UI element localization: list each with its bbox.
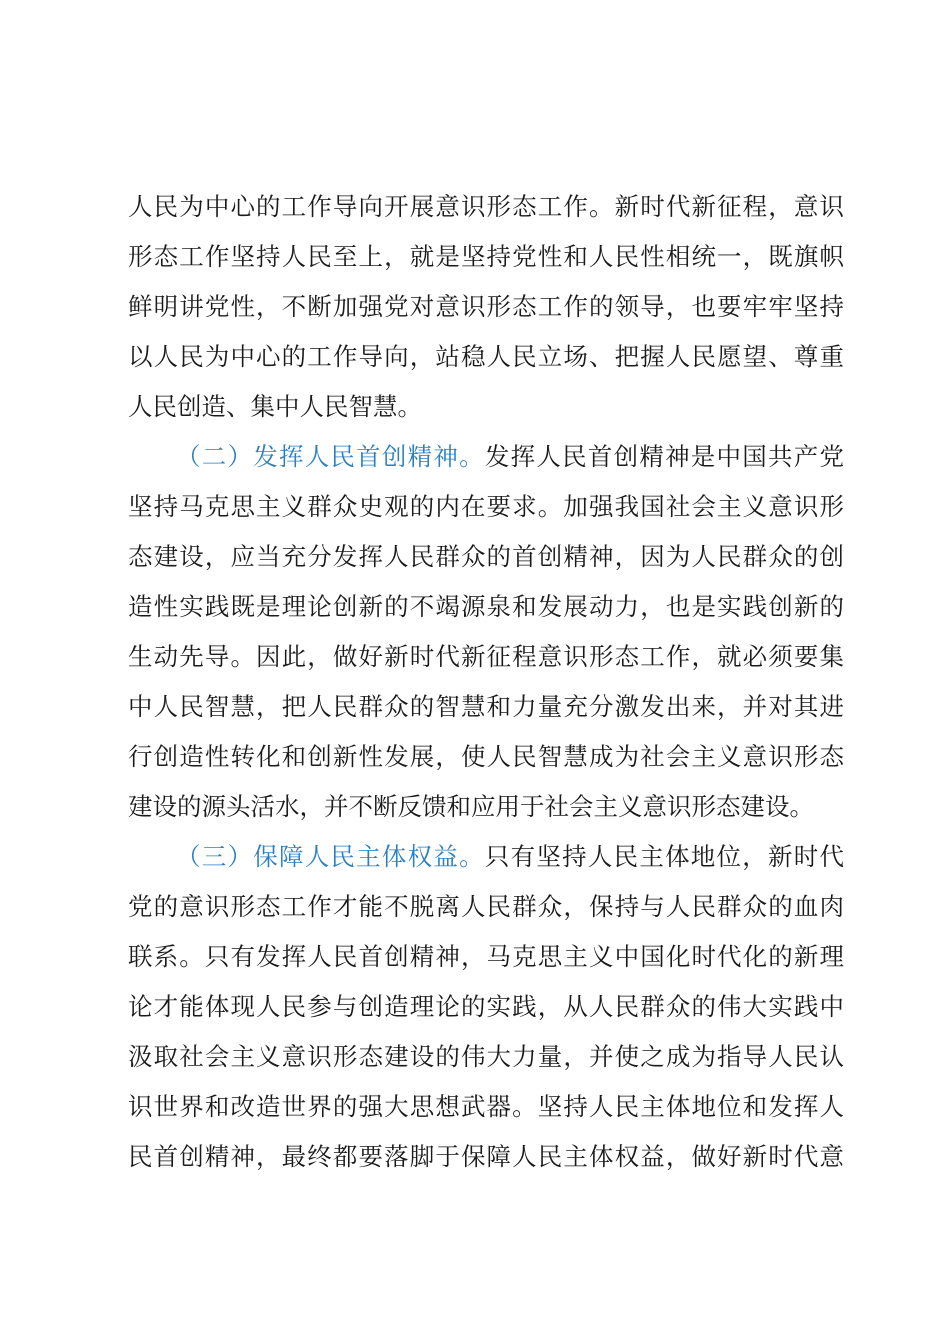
section-heading: （三）保障人民主体权益。 xyxy=(176,842,485,871)
paragraph-3 xyxy=(128,832,844,1182)
text-run: 发挥人民首创精神是中国共产党 xyxy=(484,442,845,471)
paragraph-first-line xyxy=(128,832,844,882)
text-line: 识世界和改造世界的强大思想武器。坚持人民主体地位和发挥人 xyxy=(128,1092,844,1121)
text-run: 只有坚持人民主体地位，新时代 xyxy=(484,842,845,871)
text-line: 汲取社会主义意识形态建设的伟大力量，并使之成为指导人民认 xyxy=(128,1042,844,1071)
text-line: 生动先导。因此，做好新时代新征程意识形态工作，就必须要集 xyxy=(128,642,844,671)
text-line: 鲜明讲党性，不断加强党对意识形态工作的领导，也要牢牢坚持 xyxy=(128,292,844,321)
section-heading: （二）发挥人民首创精神。 xyxy=(176,442,485,471)
text-line: 形态工作坚持人民至上，就是坚持党性和人民性相统一，既旗帜 xyxy=(128,242,844,271)
text-line: 行创造性转化和创新性发展，使人民智慧成为社会主义意识形态 xyxy=(128,742,844,771)
paragraph-2 xyxy=(128,432,844,832)
text-line: 人民为中心的工作导向开展意识形态工作。新时代新征程，意识 xyxy=(128,192,844,221)
text-line: 坚持马克思主义群众史观的内在要求。加强我国社会主义意识形 xyxy=(128,492,844,521)
body-text xyxy=(128,182,844,1182)
text-line: 民首创精神，最终都要落脚于保障人民主体权益，做好新时代意 xyxy=(128,1142,844,1171)
text-line: 态建设，应当充分发挥人民群众的首创精神，因为人民群众的创 xyxy=(128,542,844,571)
text-line: 论才能体现人民参与创造理论的实践，从人民群众的伟大实践中 xyxy=(128,992,844,1021)
text-line: 中人民智慧，把人民群众的智慧和力量充分激发出来，并对其进 xyxy=(128,692,844,721)
paragraph-first-line xyxy=(128,432,844,482)
text-line: 造性实践既是理论创新的不竭源泉和发展动力，也是实践创新的 xyxy=(128,592,844,621)
text-line: 联系。只有发挥人民首创精神，马克思主义中国化时代化的新理 xyxy=(128,942,844,971)
paragraph-1 xyxy=(128,182,844,432)
text-line: 人民创造、集中人民智慧。 xyxy=(128,392,422,421)
text-line: 以人民为中心的工作导向，站稳人民立场、把握人民愿望、尊重 xyxy=(128,342,844,371)
text-line: 党的意识形态工作才能不脱离人民群众，保持与人民群众的血肉 xyxy=(128,892,844,921)
text-line: 建设的源头活水，并不断反馈和应用于社会主义意识形态建设。 xyxy=(128,792,814,821)
